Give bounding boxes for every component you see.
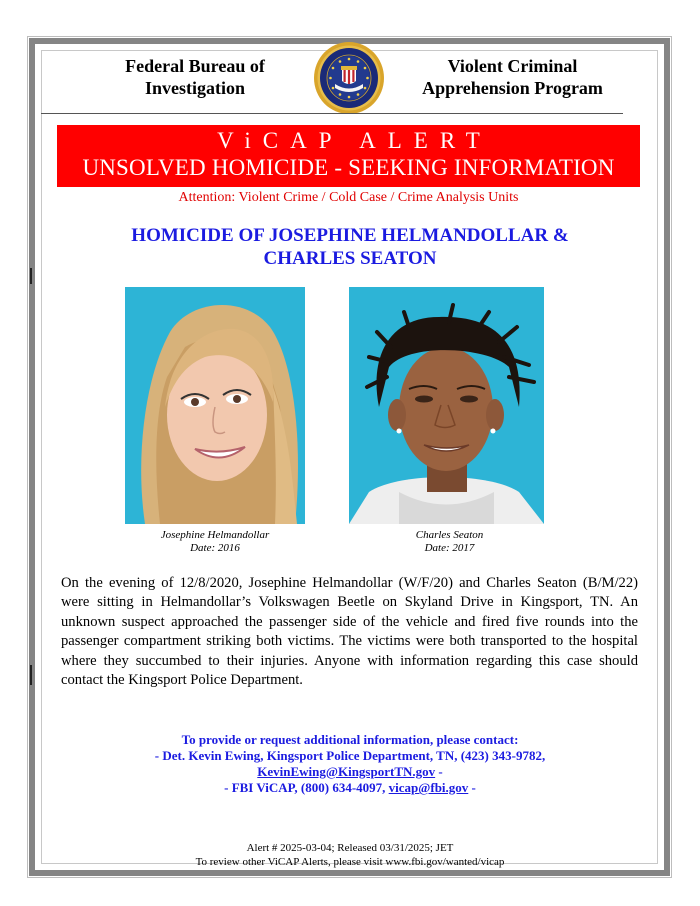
contact-detective: - Det. Kevin Ewing, Kingsport Police Department, TN, (423) 343-9782, [154, 748, 546, 763]
victim-caption-seaton [352, 529, 547, 555]
case-title-line2: CHARLES SEATON [263, 248, 437, 269]
victim-photo-date: Date: 2016 [190, 542, 240, 554]
detective-email-link[interactable]: KevinEwing@KingsportTN.gov [257, 764, 436, 779]
contact-detective-email-line [60, 764, 640, 780]
alert-banner [57, 125, 640, 187]
attention-line: Attention: Violent Crime / Cold Case / Crime Analysis Units [178, 190, 519, 205]
alert-banner-title: ViCAP ALERT [217, 128, 492, 153]
margin-mark [30, 268, 32, 284]
footer [60, 842, 640, 869]
case-narrative: On the evening of 12/8/2020, Josephine Helmandollar (W/F/20) and Charles Seaton (B/M/22) were sitting in Helmandollar’s Volkswagen Beetle on Skyland Drive in Kingsport, TN. An unknown suspect approached the passenger side of the vehicle and fired five rounds into the passenger compartment striking both victims. The victims were both transported to the hospital where they succumbed to their injuries. Anyone with information regarding this case should contact the Kingsport Police Department. [61, 575, 638, 689]
contact-block [60, 732, 640, 796]
contact-intro: To provide or request additional information, please contact: [181, 732, 519, 747]
header-agency-line1: Federal Bureau of [125, 56, 265, 76]
header-agency [100, 55, 290, 99]
contact-fbi-line [60, 780, 640, 796]
header-program [405, 55, 620, 99]
case-title-line1: HOMICIDE OF JOSEPHINE HELMANDOLLAR & [131, 225, 569, 246]
header-program-line2: Apprehension Program [422, 78, 603, 98]
margin-mark [30, 665, 32, 685]
header-program-line1: Violent Criminal [447, 56, 578, 76]
victim-photo-date: Date: 2017 [424, 542, 475, 554]
vicap-email-link[interactable]: vicap@fbi.gov [388, 780, 469, 795]
vicap-website-note: To review other ViCAP Alerts, please visit www.fbi.gov/wanted/vicap [195, 855, 505, 868]
case-title [60, 224, 640, 270]
victim-photo-helmandollar [125, 287, 305, 524]
victim-caption-helmandollar [125, 529, 305, 555]
contact-fbi: - FBI ViCAP, (800) 634-4097, [224, 780, 389, 795]
email-suffix: - [468, 780, 476, 795]
victim-name: Josephine Helmandollar [160, 529, 270, 541]
email-suffix: - [435, 764, 443, 779]
header-agency-line2: Investigation [144, 78, 245, 98]
alert-number: Alert # 2025-03-04; Released 03/31/2025; JET [246, 842, 454, 854]
header-divider [41, 113, 623, 114]
alert-banner-subtitle: UNSOLVED HOMICIDE - SEEKING INFORMATION [82, 155, 615, 180]
fbi-seal-icon [313, 41, 385, 115]
victim-name: Charles Seaton [415, 529, 484, 541]
victim-photo-seaton [349, 287, 544, 524]
